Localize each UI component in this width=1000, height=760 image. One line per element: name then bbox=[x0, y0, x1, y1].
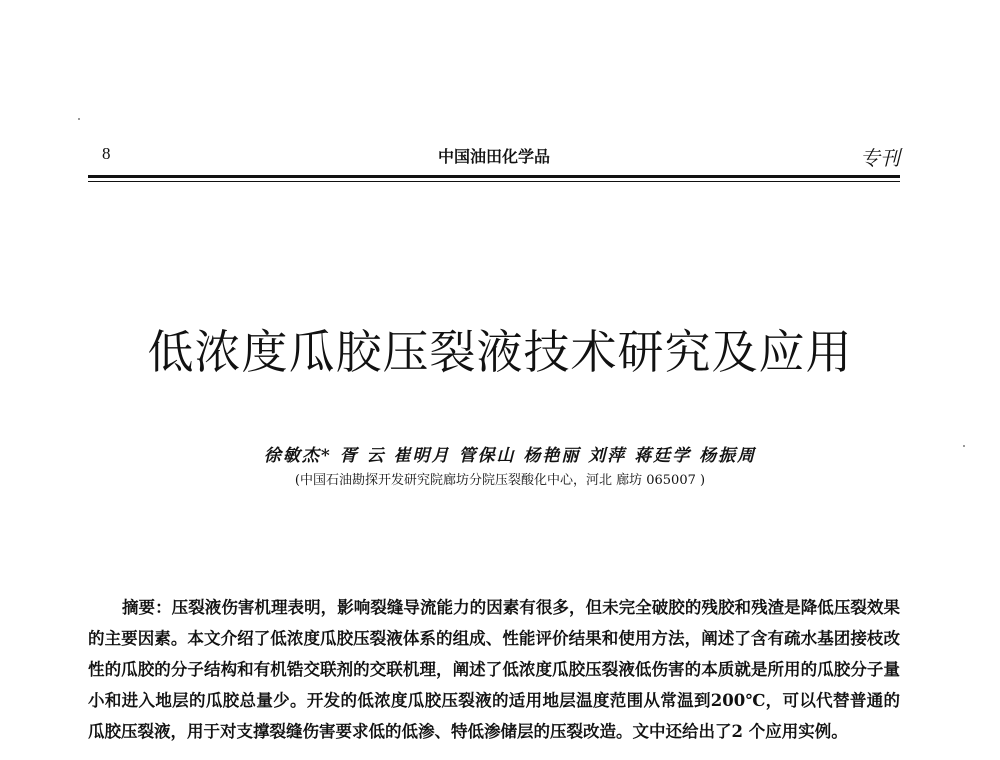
header-rule-thick bbox=[88, 175, 900, 178]
header-rule-thin bbox=[88, 181, 900, 182]
article-title: 低浓度瓜胶压裂液技术研究及应用 bbox=[147, 325, 853, 379]
author-affiliation: (中国石油勘探开发研究院廊坊分院压裂酸化中心，河北 廊坊 065007 ) bbox=[294, 473, 706, 488]
abstract-paragraph: 摘要：压裂液伤害机理表明，影响裂缝导流能力的因素有很多，但未完全破胶的残胶和残渣是降低压裂效果的主要因素。本文介绍了低浓度瓜胶压裂液体系的组成、性能评价结果和使用方法，阐述了含有疏水基团接枝改性的瓜胶的分子结构和有机锆交联剂的交联机理，阐述了低浓度瓜胶压裂液低伤害的本质就是所用的瓜胶分子量小和进入地层的瓜胶总量少。开发的低浓度瓜胶压裂液的适用地层温度范围从常温到200℃，可以代替普通的瓜胶压裂液，用于对支撑裂缝伤害要求低的低渗、特低渗储层的压裂改造。文中还给出了2 个应用实例。 bbox=[88, 598, 900, 741]
author-list: 徐敏杰* 胥 云 崔明月 管保山 杨艳丽 刘萍 蒋廷学 杨振周 bbox=[263, 446, 757, 466]
page-number: 8 bbox=[102, 144, 111, 163]
scan-speck bbox=[78, 118, 80, 120]
issue-label: 专刊 bbox=[860, 146, 900, 170]
journal-name: 中国油田化学品 bbox=[437, 147, 550, 166]
scan-speck bbox=[963, 445, 965, 447]
running-header bbox=[88, 140, 900, 170]
